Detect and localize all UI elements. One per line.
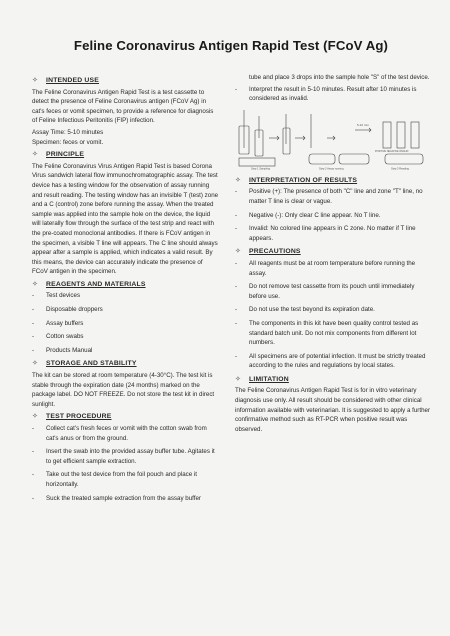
list-item: - Positive (+): The presence of both "C" line and zone "T" line, no matter T line is clear or vague.	[235, 188, 423, 205]
section-storage	[32, 359, 219, 369]
result-device-icon	[397, 122, 405, 148]
section-heading: STORAGE AND STABILITY	[46, 360, 137, 368]
list-item: - Do not use the test beyond its expiration date.	[235, 306, 375, 314]
list-item: - Take out the test device from the foil pouch and place it horizontally.	[32, 471, 197, 488]
result-device-icon	[383, 122, 391, 148]
list-item: - Assay buffers	[32, 319, 84, 327]
dash-icon: -	[235, 188, 238, 196]
list-item: - Negative (-): Only clear C line appear. No T line.	[235, 211, 381, 219]
dash-icon: -	[235, 283, 238, 291]
test-device-icon	[339, 154, 369, 164]
result-device-icon	[411, 122, 419, 148]
test-device-icon	[239, 158, 275, 166]
section-heading: INTERPRETATION OF RESULTS	[249, 176, 358, 184]
result-labels: POSITIVE NEGATIVE INVALID	[375, 149, 409, 153]
dash-icon: -	[32, 471, 35, 479]
section-heading: PRECAUTIONS	[249, 248, 301, 256]
diamond-icon: ✧	[32, 77, 38, 84]
specimen: Specimen: feces or vomit.	[32, 138, 104, 146]
section-heading: LIMITATION	[249, 375, 289, 383]
left-column	[32, 73, 219, 507]
diamond-icon: ✧	[235, 375, 241, 383]
assay-time: Assay Time: 5-10 minutes	[32, 128, 104, 136]
list-item: - The components in this kit have been quality control tested as standard batch unit. Do not mix components from different lot numbers.	[235, 319, 419, 347]
timer-label: 5-10 min	[357, 122, 369, 127]
list-item: - Collect cat's fresh feces or vomit with the cotton swab from cat's anus or from the ground.	[32, 425, 207, 442]
intended-use-text: The Feline Coronavirus Antigen Rapid Test is a test cassette to detect the presence of Feline Coronavirus antigen (FCoV Ag) in cat's feces or vomit specimen, to provide a reference for diagnosis of Feline Infectious Peritonitis (FIP) infection.	[32, 88, 214, 125]
principle-text: The Feline Coronavirus Virus Antigen Rapid Test is based Corona Virus sandwich lateral flow immunochromatographic assay. The test device has a testing window for the observation of assay running and result reading. The testing window has an invisible T (test) zone and a C (control) zone before running the assay. When the treated sample was applied into the sample hole on the device, the liquid will laterally flow through the surface of the test strip and react with the pre-coated monoclonal antibodies. If there is FCoV antigen in the specimen, a visible T line will appears. The C line should always appear after a sample is applied, which indicates a valid result. By this means, the device can accurately indicate the presence of FCoV antigen in the specimen.	[32, 162, 219, 276]
section-heading: TEST PROCEDURE	[46, 413, 112, 421]
dash-icon: -	[32, 494, 35, 502]
section-principle	[32, 150, 219, 160]
list-item: - Do not remove test cassette from its pouch until immediately before use.	[235, 283, 415, 300]
dash-icon: -	[235, 259, 238, 267]
list-item: - Disposable droppers	[32, 306, 103, 314]
diamond-icon: ✧	[32, 280, 38, 288]
list-item: - Products Manual	[32, 346, 93, 354]
diamond-icon: ✧	[32, 360, 38, 368]
step-label: Step 3 Reading	[391, 167, 409, 170]
page-title: Feline Coronavirus Antigen Rapid Test (FCoV Ag)	[73, 38, 389, 53]
dash-icon: -	[32, 333, 35, 341]
test-device-icon	[309, 154, 335, 164]
dash-icon: -	[235, 352, 238, 360]
procedure-list	[32, 424, 219, 503]
storage-text: The kit can be stored at room temperature (4-30°C). The test kit is stable through the expiration date (24 months) marked on the package label. DO NOT FREEZE. Do not store the test kit in direct sunlight.	[32, 372, 215, 408]
dash-icon: -	[235, 211, 238, 219]
section-procedure	[32, 412, 219, 422]
limitation-text: The Feline Coronavirus Antigen Rapid Test is for in vitro veterinary diagnosis use only. All result should be considered with other clinical information available with veterinarian. It is suggested to apply a further confirmative method such as RT-PCR when positive result was observed.	[235, 387, 431, 433]
section-reagents	[32, 280, 219, 290]
buffer-tube-icon	[283, 128, 290, 154]
dash-icon: -	[235, 85, 238, 93]
section-precautions	[235, 247, 430, 257]
list-item: - Suck the treated sample extraction from the assay buffer	[32, 494, 201, 502]
procedure-continued: tube and place 3 drops into the sample hole "S" of the test device.	[249, 74, 430, 81]
procedure-diagram	[235, 108, 430, 170]
dash-icon: -	[32, 346, 35, 354]
diamond-icon: ✧	[235, 248, 241, 256]
section-heading: REAGENTS AND MATERIALS	[46, 280, 146, 288]
list-item: - Interpret the result in 5-10 minutes. Result after 10 minutes is considered as invalid.	[235, 85, 417, 103]
list-item: - All specimens are of potential infection. It must be strictly treated according to the rules and regulations by local states.	[235, 352, 426, 370]
result-device-icon	[385, 154, 423, 164]
step-label: Step 1 Sampling	[251, 167, 271, 170]
diamond-icon: ✧	[32, 151, 38, 159]
section-limitation	[235, 375, 430, 385]
dash-icon: -	[32, 306, 35, 314]
list-item: - Cotton swabs	[32, 333, 84, 341]
precautions-list	[235, 259, 430, 371]
dash-icon: -	[32, 425, 35, 432]
dash-icon: -	[235, 319, 238, 327]
list-item: - Invalid: No colored line appears in C zone. No matter if T line appears.	[235, 225, 416, 242]
columns	[32, 73, 430, 507]
section-heading: PRINCIPLE	[46, 151, 85, 159]
dash-icon: -	[235, 306, 238, 314]
diamond-icon: ✧	[32, 413, 38, 421]
dash-icon: -	[32, 448, 35, 456]
procedure-illustration	[235, 108, 430, 170]
dash-icon: -	[32, 292, 35, 300]
diamond-icon: ✧	[235, 176, 241, 184]
list-item: - All reagents must be at room temperature before running the assay.	[235, 259, 416, 277]
right-column	[235, 73, 430, 507]
interpretation-list	[235, 187, 430, 243]
section-interpretation	[235, 176, 430, 186]
procedure-list-continued	[235, 85, 430, 104]
list-item: - Insert the swab into the provided assay buffer tube. Agitates it to get efficient sample extraction.	[32, 448, 215, 465]
section-intended-use	[32, 76, 219, 86]
reagents-list	[32, 291, 219, 355]
step-label: Step 2 Assay running	[319, 167, 344, 170]
dash-icon: -	[32, 319, 35, 327]
dash-icon: -	[235, 225, 238, 233]
section-heading: INTENDED USE	[46, 77, 100, 84]
list-item: - Test devices	[32, 292, 81, 300]
